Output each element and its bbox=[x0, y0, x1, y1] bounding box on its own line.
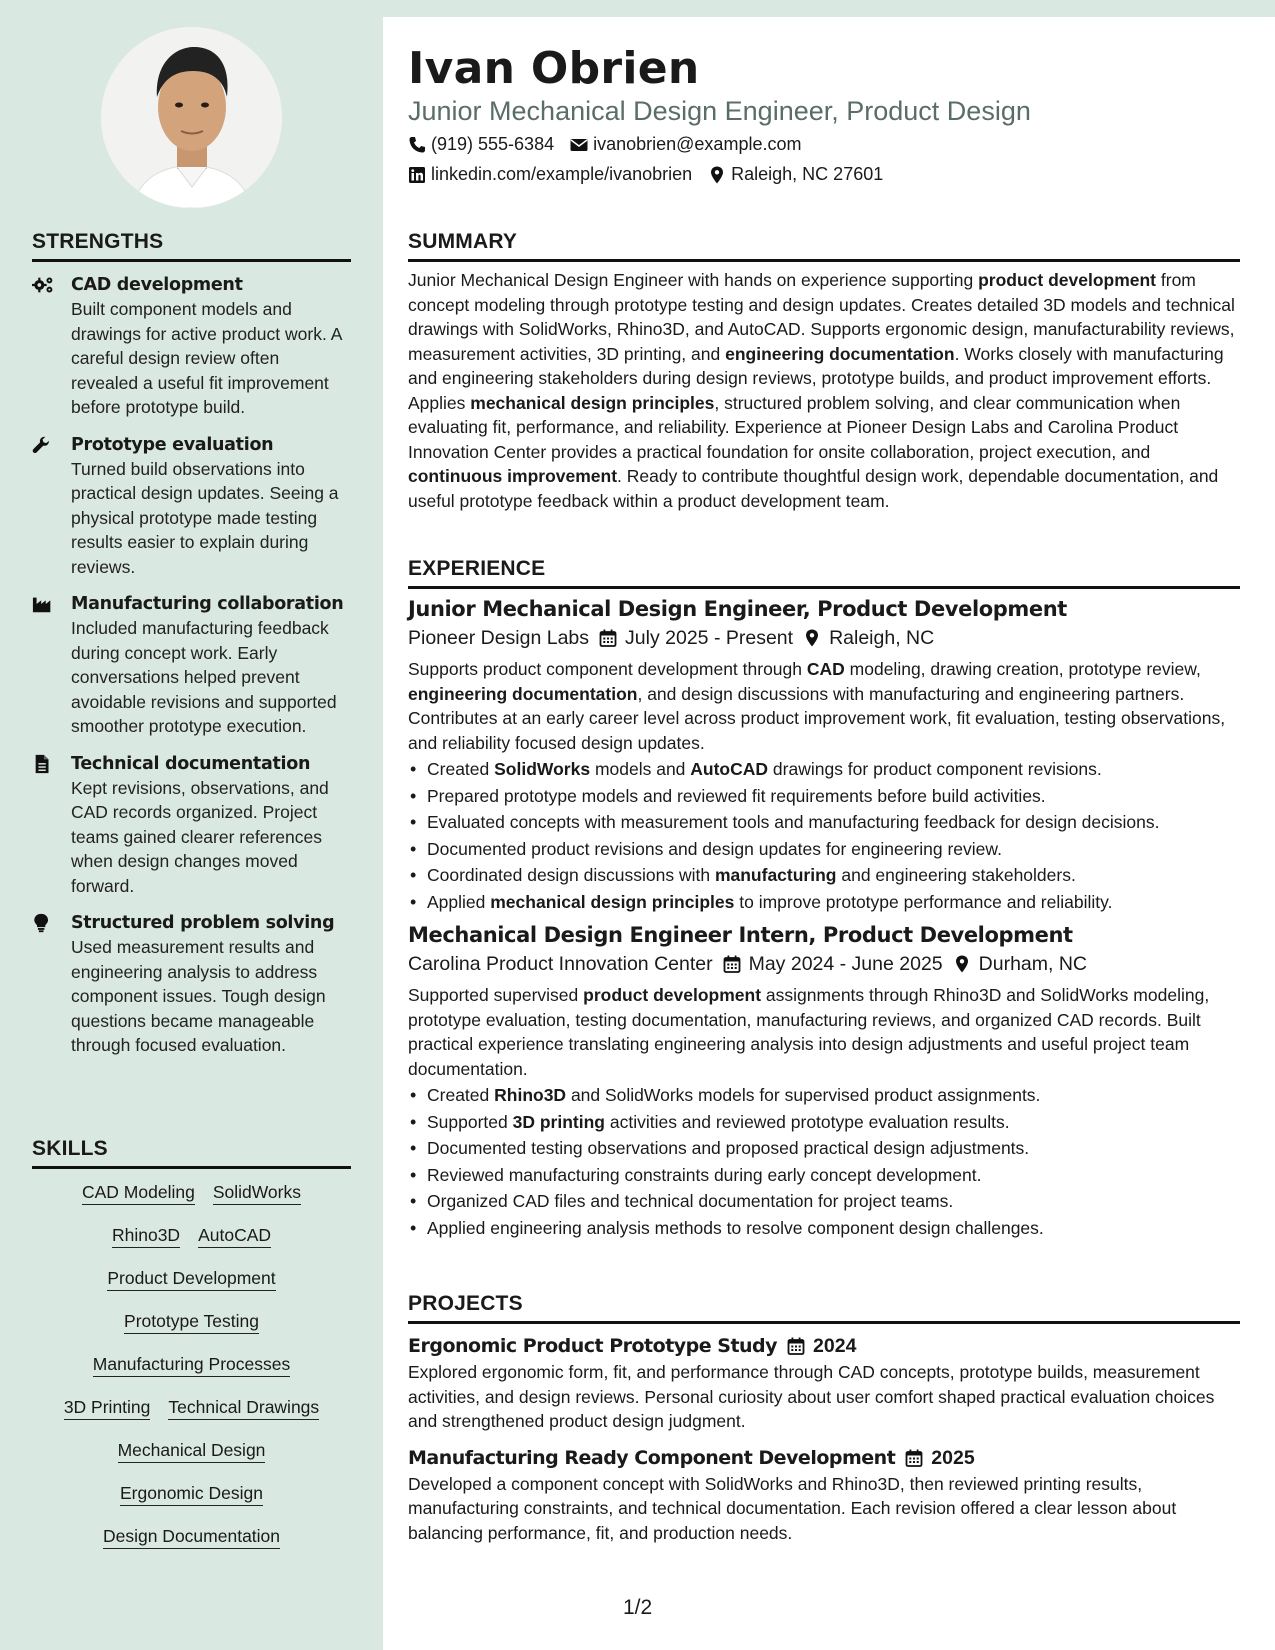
strength-desc: Turned build observations into practical design updates. Seeing a physical prototype made testing results easier to explain during reviews. bbox=[71, 458, 339, 577]
job-location bbox=[953, 949, 1087, 979]
profile-photo bbox=[101, 27, 282, 208]
job-location-text: Durham, NC bbox=[978, 953, 1088, 975]
job-bullet bbox=[408, 889, 1240, 916]
job-entry bbox=[408, 595, 1240, 915]
skill-tag: Manufacturing Processes bbox=[93, 1353, 290, 1377]
strengths-heading: STRENGTHS bbox=[32, 229, 351, 262]
bullet-text: and SolidWorks models for supervised product assignments. bbox=[566, 1085, 1041, 1105]
summary-text: . Ready to contribute thoughtful design work, dependable documentation, and useful prototype feedback within a product development team. bbox=[408, 466, 1219, 511]
calendar-icon bbox=[599, 629, 617, 647]
skill-row bbox=[32, 1224, 351, 1248]
job-bullet bbox=[408, 1109, 1240, 1136]
candidate-title: Junior Mechanical Design Engineer, Product Design bbox=[408, 96, 1031, 126]
job-bullet bbox=[408, 1188, 1240, 1215]
wrench-icon bbox=[32, 435, 56, 455]
summary-text: Junior Mechanical Design Engineer with hands on experience supporting bbox=[408, 270, 979, 290]
project-entry bbox=[408, 1444, 1240, 1546]
strength-item bbox=[32, 434, 351, 580]
job-bullet bbox=[408, 836, 1240, 863]
skill-row bbox=[32, 1439, 351, 1463]
job-entry bbox=[408, 921, 1240, 1241]
job-description bbox=[408, 657, 1240, 755]
bullet-text: Evaluated concepts with measurement tools and manufacturing feedback for design decisions. bbox=[427, 812, 1160, 832]
bullet-text: Created bbox=[427, 759, 495, 779]
bullet-text: activities and reviewed prototype evaluation results. bbox=[604, 1111, 1010, 1132]
experience-heading: EXPERIENCE bbox=[408, 556, 1240, 589]
summary-text: from concept modeling through prototype testing and design updates. Creates detailed 3D models and technical drawings with SolidWorks, Rhino3D, and AutoCAD. Supports ergonomic design, manufacturability reviews, measurement activities, 3D printing, and bbox=[408, 270, 1235, 364]
bullet-text: and engineering stakeholders. bbox=[836, 865, 1076, 885]
skill-tag: Prototype Testing bbox=[124, 1310, 259, 1334]
bullet-emphasis: AutoCAD bbox=[690, 759, 769, 779]
summary-text bbox=[408, 268, 1240, 513]
skill-tag: Technical Drawings bbox=[168, 1396, 319, 1420]
bullet-text: Applied bbox=[427, 891, 491, 912]
bullet-text: drawings for product component revisions. bbox=[768, 759, 1102, 779]
company-name: Carolina Product Innovation Center bbox=[408, 953, 713, 975]
email-contact[interactable] bbox=[570, 134, 801, 155]
job-meta bbox=[408, 623, 1240, 653]
skill-row bbox=[32, 1525, 351, 1549]
project-year bbox=[905, 1444, 974, 1472]
job-desc-text: Supported supervised bbox=[408, 985, 584, 1005]
top-band bbox=[383, 0, 1275, 17]
strength-item bbox=[32, 593, 351, 739]
strength-item bbox=[32, 912, 351, 1058]
map-pin-icon bbox=[803, 629, 821, 647]
bullet-text: Applied engineering analysis methods to resolve component design challenges. bbox=[427, 1217, 1044, 1238]
strength-title: Manufacturing collaboration bbox=[71, 594, 344, 614]
strength-title: Prototype evaluation bbox=[71, 434, 274, 455]
strength-desc: Kept revisions, observations, and CAD records organized. Project teams gained clearer references when design changes moved forward. bbox=[71, 777, 329, 896]
project-entry bbox=[408, 1332, 1240, 1434]
skill-row bbox=[32, 1396, 351, 1420]
calendar-icon bbox=[905, 1449, 923, 1467]
bullet-emphasis: Rhino3D bbox=[494, 1085, 567, 1105]
summary-emphasis: product development bbox=[978, 270, 1157, 290]
summary-emphasis: engineering documentation bbox=[725, 343, 955, 364]
bullet-emphasis: 3D printing bbox=[512, 1111, 605, 1132]
summary-section bbox=[408, 229, 1240, 513]
strength-title: Technical documentation bbox=[71, 753, 311, 774]
bullet-text: Reviewed manufacturing constraints during early concept development. bbox=[427, 1164, 982, 1185]
email-text[interactable]: ivanobrien@example.com bbox=[593, 134, 802, 154]
strength-title: Structured problem solving bbox=[71, 913, 335, 933]
strength-desc: Built component models and drawings for active product work. A careful design review often revealed a useful fit improvement before prototype build. bbox=[71, 299, 342, 417]
contact-line-2 bbox=[408, 164, 883, 185]
bullet-emphasis: mechanical design principles bbox=[490, 891, 735, 912]
job-bullet bbox=[408, 862, 1240, 889]
calendar-icon bbox=[787, 1337, 805, 1355]
job-desc-text: , and design discussions with manufacturing and engineering partners. Contributes at an early career level across product improvement work, fit evaluation, testing observations, and reliability focused design updates. bbox=[408, 683, 1226, 753]
job-dates-text: May 2024 - June 2025 bbox=[748, 953, 943, 975]
skill-row bbox=[32, 1267, 351, 1291]
summary-heading: SUMMARY bbox=[408, 229, 1240, 262]
job-desc-emphasis: product development bbox=[583, 985, 762, 1005]
skill-row bbox=[32, 1181, 351, 1205]
job-desc-text: Supports product component development through bbox=[408, 659, 807, 679]
linkedin-text[interactable]: linkedin.com/example/ivanobrien bbox=[431, 164, 693, 184]
job-bullet bbox=[408, 1135, 1240, 1162]
bullet-text: Coordinated design discussions with bbox=[427, 865, 715, 885]
job-description bbox=[408, 983, 1240, 1081]
bullet-emphasis: SolidWorks bbox=[494, 759, 591, 779]
skill-tag: AutoCAD bbox=[198, 1224, 271, 1248]
strengths-section bbox=[32, 229, 351, 1058]
contact-line-1 bbox=[408, 134, 801, 155]
bullet-text: Documented testing observations and proposed practical design adjustments. bbox=[427, 1138, 1030, 1158]
job-bullet bbox=[408, 756, 1240, 783]
experience-section bbox=[408, 556, 1240, 1241]
skill-tag: Mechanical Design bbox=[118, 1439, 266, 1463]
job-dates bbox=[599, 623, 793, 653]
summary-emphasis: continuous improvement bbox=[408, 466, 618, 486]
project-title: Manufacturing Ready Component Development bbox=[408, 1446, 896, 1469]
project-header bbox=[408, 1332, 1240, 1360]
linkedin-icon bbox=[408, 166, 426, 184]
job-dates bbox=[723, 949, 943, 979]
map-pin-icon bbox=[708, 166, 726, 184]
skills-heading: SKILLS bbox=[32, 1136, 351, 1169]
job-bullets bbox=[408, 756, 1240, 915]
skill-row bbox=[32, 1310, 351, 1334]
skills-list bbox=[32, 1181, 351, 1549]
skills-section bbox=[32, 1136, 351, 1568]
map-pin-icon bbox=[953, 955, 971, 973]
job-desc-emphasis: engineering documentation bbox=[408, 683, 638, 704]
skill-tag: Rhino3D bbox=[112, 1224, 180, 1248]
job-bullet bbox=[408, 809, 1240, 836]
skill-tag: SolidWorks bbox=[213, 1181, 301, 1205]
job-desc-text: modeling, drawing creation, prototype review, bbox=[844, 659, 1201, 679]
skill-tag: Product Development bbox=[107, 1267, 275, 1291]
bullet-text: to improve prototype performance and reliability. bbox=[734, 891, 1113, 912]
skill-tag: Ergonomic Design bbox=[120, 1482, 263, 1506]
job-location-text: Raleigh, NC bbox=[829, 627, 935, 649]
phone-contact bbox=[408, 134, 554, 155]
job-title: Junior Mechanical Design Engineer, Product Development bbox=[408, 597, 1067, 621]
location-contact bbox=[708, 164, 883, 185]
industry-icon bbox=[32, 594, 56, 614]
gears-icon bbox=[32, 275, 56, 295]
bullet-text: models and bbox=[590, 759, 691, 779]
project-year-text: 2024 bbox=[813, 1335, 857, 1357]
job-bullet bbox=[408, 1215, 1240, 1242]
job-meta bbox=[408, 949, 1240, 979]
envelope-icon bbox=[570, 136, 588, 154]
projects-section bbox=[408, 1291, 1240, 1545]
lightbulb-icon bbox=[32, 913, 56, 933]
project-header bbox=[408, 1444, 1240, 1472]
strength-item bbox=[32, 274, 351, 420]
bullet-text: Created bbox=[427, 1085, 495, 1105]
skill-row bbox=[32, 1482, 351, 1506]
bullet-text: Supported bbox=[427, 1111, 513, 1132]
project-description: Developed a component concept with SolidWorks and Rhino3D, then reviewed printing results, manufacturing constraints, and technical documentation. Each revision offered a clear lesson about balancing performance, fit, and production needs. bbox=[408, 1473, 1177, 1543]
phone-icon bbox=[408, 136, 426, 154]
project-description: Explored ergonomic form, fit, and performance through CAD concepts, prototype builds, measurement activities, and design reviews. Personal curiosity about user comfort shaped practical evaluation choices and strengthened product design judgment. bbox=[408, 1362, 1215, 1431]
job-bullets bbox=[408, 1082, 1240, 1241]
summary-text: , structured problem solving, and clear communication when evaluating fit, performance, and reliability. Experience at Pioneer Design Labs and Carolina Product Innovation Center provides a practical foundation for onsite collaboration, project execution, and bbox=[408, 392, 1181, 462]
summary-emphasis: mechanical design principles bbox=[470, 392, 715, 413]
bullet-text: Prepared prototype models and reviewed fit requirements before build activities. bbox=[427, 785, 1046, 806]
job-location bbox=[803, 623, 934, 653]
strength-desc: Used measurement results and engineering analysis to address component issues. Tough design questions became manageable through focused evaluation. bbox=[71, 937, 326, 1055]
job-desc-text: assignments through Rhino3D and SolidWorks modeling, prototype evaluation, testing documentation, manufacturing reviews, and organized CAD records. Built practical experience translating engineering analysis into design adjustments and useful project team documentation. bbox=[408, 985, 1210, 1079]
bullet-emphasis: manufacturing bbox=[714, 865, 837, 885]
job-dates-text: July 2025 - Present bbox=[625, 627, 794, 649]
strength-title: CAD development bbox=[71, 275, 243, 295]
company-name: Pioneer Design Labs bbox=[408, 627, 590, 649]
skill-tag: 3D Printing bbox=[64, 1396, 151, 1420]
skill-row bbox=[32, 1353, 351, 1377]
project-title: Ergonomic Product Prototype Study bbox=[408, 1335, 778, 1357]
summary-text: . Works closely with manufacturing and engineering stakeholders during design reviews, prototype builds, and product improvement efforts. Applies bbox=[408, 343, 1224, 413]
phone-text: (919) 555-6384 bbox=[431, 134, 555, 154]
page-number: 1/2 bbox=[623, 1596, 653, 1619]
projects-heading: PROJECTS bbox=[408, 1291, 1240, 1324]
strength-desc: Included manufacturing feedback during concept work. Early conversations helped prevent avoidable revisions and supported smoother prototype execution. bbox=[71, 618, 337, 736]
bullet-text: Organized CAD files and technical documentation for project teams. bbox=[427, 1191, 954, 1211]
candidate-name: Ivan Obrien bbox=[408, 43, 700, 94]
project-year-text: 2025 bbox=[931, 1446, 975, 1469]
skill-tag: CAD Modeling bbox=[82, 1181, 195, 1205]
job-desc-emphasis: CAD bbox=[806, 659, 845, 679]
document-icon bbox=[32, 754, 56, 774]
job-bullet bbox=[408, 1082, 1240, 1109]
skill-tag: Design Documentation bbox=[103, 1525, 280, 1549]
job-title: Mechanical Design Engineer Intern, Product Development bbox=[408, 923, 1073, 947]
job-bullet bbox=[408, 783, 1240, 810]
linkedin-contact[interactable] bbox=[408, 164, 692, 185]
job-bullet bbox=[408, 1162, 1240, 1189]
calendar-icon bbox=[723, 955, 741, 973]
project-year bbox=[787, 1332, 856, 1360]
bullet-text: Documented product revisions and design updates for engineering review. bbox=[427, 838, 1002, 859]
location-text: Raleigh, NC 27601 bbox=[731, 164, 884, 184]
strength-item bbox=[32, 753, 351, 899]
